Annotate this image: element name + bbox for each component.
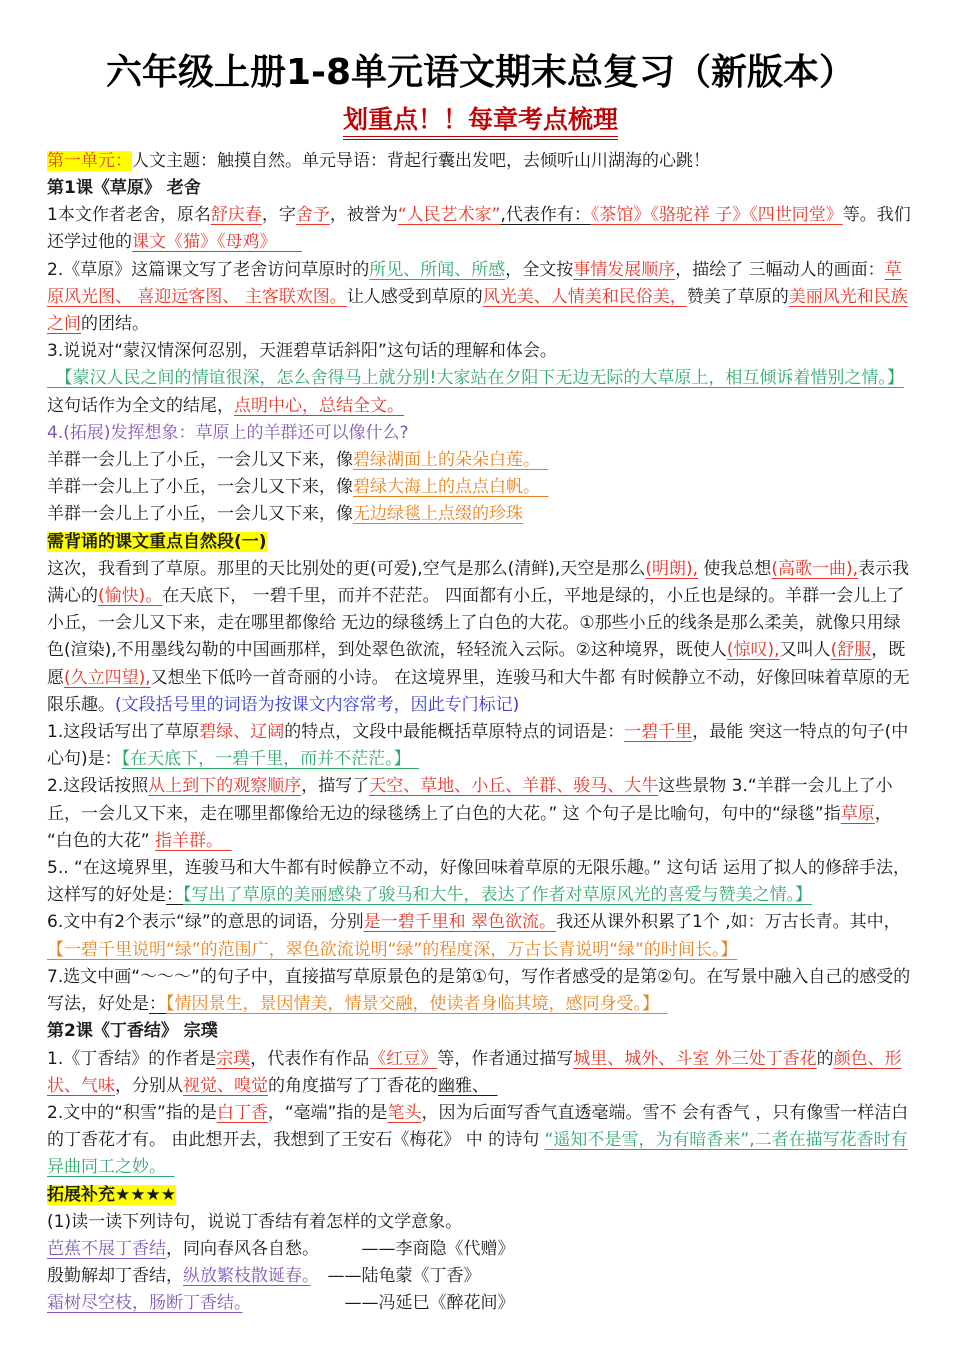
page-subtitle: 划重点！！每章考点梳理 [343,105,618,140]
text-segment: 芭蕉不展丁香结 [47,1238,166,1259]
paragraph [47,855,914,909]
text-segment: ，代表作有作品 [250,1048,370,1069]
text-segment: 指羊群。 [155,830,232,851]
text-segment: 碧绿湖面上的朵朵白莲。 [353,450,549,471]
lesson-2-heading [47,1018,914,1045]
text-segment: ，“毫端”指的是 [267,1102,388,1123]
text-segment: 殷勤解却丁香结， [47,1266,183,1287]
text-segment: 纵放繁枝散诞春。 [183,1266,311,1287]
text-segment: 羊群一会儿上了小丘，一会儿又下来，像 [47,477,353,498]
text-segment: 碧绿大海上的点点白帆。 [353,477,549,498]
text-segment: 草原风光图、 喜迎远客图、 主客联欢图。 [47,259,902,307]
text-segment: 第2课《丁香结》 宗璞 [47,1021,218,1042]
paragraph [47,338,914,365]
text-segment: 7.选文中画“～～～”的句子中，直接描写草原景色的是第①句，写作者感受的是第②句。在写景中融入自己的感受的写法，好处是 [47,966,911,1015]
page-subtitle-row [47,105,914,140]
poem-line [47,1263,914,1290]
paragraph [47,556,914,719]
text-segment: 5.. “在这境界里，连骏马和大牛都有时候静立不动，好像回味着草原的无限乐趣。” 这句话 运用了拟人的修辞手法，这样写的好处是 [47,858,910,906]
text-segment: 点明中心，总结全文。 [234,395,404,416]
text-segment: ： [166,885,183,906]
text-segment: 草原 [840,803,875,824]
paragraph [47,447,914,474]
text-segment: 在天底下， 一碧千里，而并不茫茫。 四面都有小丘，平地是绿的，小丘也是绿的。羊群一会儿上了小丘，一会儿又下来，走在哪里都像给 无边的绿毯绣上了白色的大花。①那些小丘的线条是那么柔美，就像只用绿色(渲染),不用墨线勾勒的中国画那样，到处翠色欲流，轻轻流入云际。②这种境界，既使人 [47,586,905,661]
text-segment: (明朗), [645,558,699,579]
text-segment: 舒庆春 [210,205,262,226]
paragraph [47,909,914,963]
text-segment: 2.这段话按照 [47,776,149,797]
text-segment: 霜树尽空枝，肠断丁香结。 [47,1293,243,1314]
text-segment: 的团结。 [81,314,149,335]
text-segment: (久立四望), [64,667,151,688]
text-segment: ，字 [261,205,296,226]
document-content [47,148,914,1318]
paragraph [47,1100,914,1182]
text-segment: (文段括号里的词语为按课文内容常考，因此专门标记) [115,694,520,715]
text-segment: 这次，我看到了草原。那里的天比别处的更(可爱),空气是那么(清鲜),天空是那么 [47,558,646,579]
text-segment: 【一碧千里说明“绿”的范围广，翠色欲流说明“绿”的程度深，万古长青说明“绿”的时间长。】 [47,939,738,960]
text-segment: 2.《草原》这篇课文写了老舍访问草原时的 [47,259,370,280]
text-segment: ——冯延巳《醉花间》 [242,1293,515,1314]
text-segment: 无边绿毯上点缀的珍珠 [353,504,523,525]
poem-line [47,1236,914,1263]
text-segment: (愉快)。 [98,586,163,607]
text-segment: ： [149,994,166,1015]
text-segment: 舍予 [295,205,330,226]
text-segment: 表示我满心的 [47,558,910,607]
text-segment: 又想坐下低吟一首奇丽的小诗。 在这境界里，连骏马和大牛都 有时候静立不动，好像回味着草原的无限乐趣。 [47,667,910,715]
lesson-1-heading [47,175,914,202]
paragraph [47,420,914,447]
text-segment: 碧绿、辽阔 [199,722,285,743]
text-segment: 1.这段话写出了草原 [47,722,200,743]
text-segment: 【写出了草原的美丽感染了骏马和大牛，表达了作者对草原风光的喜爱与赞美之情。】 [183,885,812,906]
text-segment: 4.(拓展)发挥想象：草原上的羊群还可以像什么? [47,422,409,443]
paragraph [47,719,914,773]
text-segment: 的角度描写了丁香花的 [268,1075,438,1096]
text-segment: ，同向春风各自愁。 ——李商隐《代赠》 [166,1238,515,1259]
text-segment: 这句话作为全文的结尾， [47,395,234,416]
text-segment: 需背诵的课文重点自然段(一) [47,531,267,552]
text-segment: ，因为后面写香气直透毫端。雪不 会有香气 ，只有像雪一样洁白的丁香花才有。 由此想开去，我想到了王安石《梅花》 中 的诗句 [47,1102,909,1151]
paragraph [47,773,914,855]
text-segment: ，既愿 [47,640,906,688]
text-segment: 这些景物 3.“羊群一会儿上了小丘，一会儿又下来，走在哪里都像给无边的绿毯绣上了白色的大花。” 这 个句子是比喻句，句中的“绿毯”指 [47,776,893,824]
text-segment: 第一单元： [47,150,132,171]
text-segment: 所见、所闻、所感 [369,259,506,280]
paragraph [47,1046,914,1100]
text-segment: “人民艺术家” [397,205,501,226]
text-segment: 3.说说对“蒙汉情深何忍别，天涯碧草话斜阳”这句话的理解和体会。 [47,341,557,362]
text-segment: 1本文作者老舍，原名 [47,205,211,226]
text-segment: 羊群一会儿上了小丘，一会儿又下来，像 [47,450,353,471]
text-segment: 白丁香 [216,1102,268,1123]
text-segment: 的特点，文段中最能概括草原特点的词语是： [284,722,625,743]
text-segment: (惊叹), [726,640,780,661]
text-segment: 幽雅、 [438,1075,498,1096]
text-segment: 的 [816,1048,834,1069]
text-segment: 从上到下的观察顺序 [148,776,302,797]
text-segment: 宗璞 [216,1048,251,1069]
text-segment: 事情发展顺序 [573,259,676,280]
text-segment: ，被誉为 [329,205,398,226]
text-segment: 【在天底下，一碧千里，而并不茫茫。】 [121,749,420,770]
text-segment: 使我总想 [698,558,772,579]
text-segment: ，全文按 [505,259,574,280]
text-segment: 是一碧千里和 翠色欲流。 [363,912,557,933]
text-segment: 1.《丁香结》的作者是 [47,1048,217,1069]
paragraph [47,202,914,256]
text-segment: 风光美、人情美和民俗美， [482,286,687,307]
text-segment: 《茶馆》《骆驼祥 子》《四世同堂》 [590,205,843,226]
recite-highlight-line [47,529,914,556]
paragraph [47,964,914,1018]
text-segment: ——陆龟蒙《丁香》 [310,1266,481,1287]
paragraph [47,1209,914,1236]
paragraph [47,257,914,339]
unit-1-intro-line [47,148,914,175]
paragraph [47,474,914,501]
text-segment: ，最能 突这一特点的句子(中心句)是： [47,722,909,770]
text-segment: (舒服 [830,640,872,661]
text-segment: 赞美了草原的 [686,286,789,307]
text-segment: ，“白色的大花” [47,803,892,851]
text-segment: 羊群一会儿上了小丘，一会儿又下来，像 [47,504,353,525]
text-segment: 6.文中有2个表示“绿”的意思的词语，分别 [47,912,364,933]
text-segment: 2.文中的“积雪”指的是 [47,1102,217,1123]
text-segment: 一碧千里 [624,722,693,743]
text-segment: 人文主题：触摸自然。单元导语：背起行囊出发吧，去倾听山川湖海的心跳！ [132,150,710,171]
poem-line [47,1290,914,1317]
text-segment: 拓展补充★★★★ [47,1184,176,1205]
text-segment: ，分别从 [115,1075,183,1096]
text-segment: (1)读一读下列诗句，说说丁香结有着怎样的文学意象。 [47,1211,463,1232]
text-segment: 我还从课外积累了1个 ,如：万古长青。其中， [556,912,901,933]
text-segment: 美丽风光和民族之间 [47,286,908,335]
paragraph [47,501,914,528]
extension-highlight-line [47,1182,914,1209]
text-segment: 让人感受到草原的 [346,286,483,307]
text-segment: 视觉、嗅觉 [183,1075,268,1096]
text-segment: 城里、城外、斗室 外三处丁香花 [573,1048,817,1069]
text-segment: 课文《猫》《母鸡》 [132,232,302,253]
text-segment: 笔头 [387,1102,422,1123]
text-segment: 【蒙汉人民之间的情谊很深，怎么舍得马上就分别!大家站在夕阳下无边无际的大草原上，相互倾诉着惜别之情。】 [47,368,904,389]
text-segment: 天空、草地、小丘、羊群、骏马、大牛 [369,776,659,797]
page-title: 六年级上册1-8单元语文期末总复习（新版本） [105,52,856,93]
text-segment: 等。我们还学过他的 [47,205,911,253]
text-segment: 【情因景生，景因情美，情景交融，使读者身临其境，感同身受。】 [166,994,668,1015]
text-segment: ，描绘了 三幅动人的画面： [675,259,885,280]
text-segment: 等，作者通过描写 [437,1048,574,1069]
text-segment: (高歌一曲), [771,558,859,579]
text-segment: 第1课《草原》 老舍 [47,178,201,198]
text-segment: 《红豆》 [369,1048,438,1069]
text-segment: 又叫人 [779,640,831,661]
paragraph [47,365,914,419]
text-segment: 颜色、形状、气味 [47,1048,902,1096]
text-segment: ，描写了 [301,776,370,797]
text-segment: “遥知不是雪，为有暗香来”,二者在描写花香时有异曲同工之妙。 [47,1130,908,1178]
text-segment: ,代表作有： [500,205,591,226]
